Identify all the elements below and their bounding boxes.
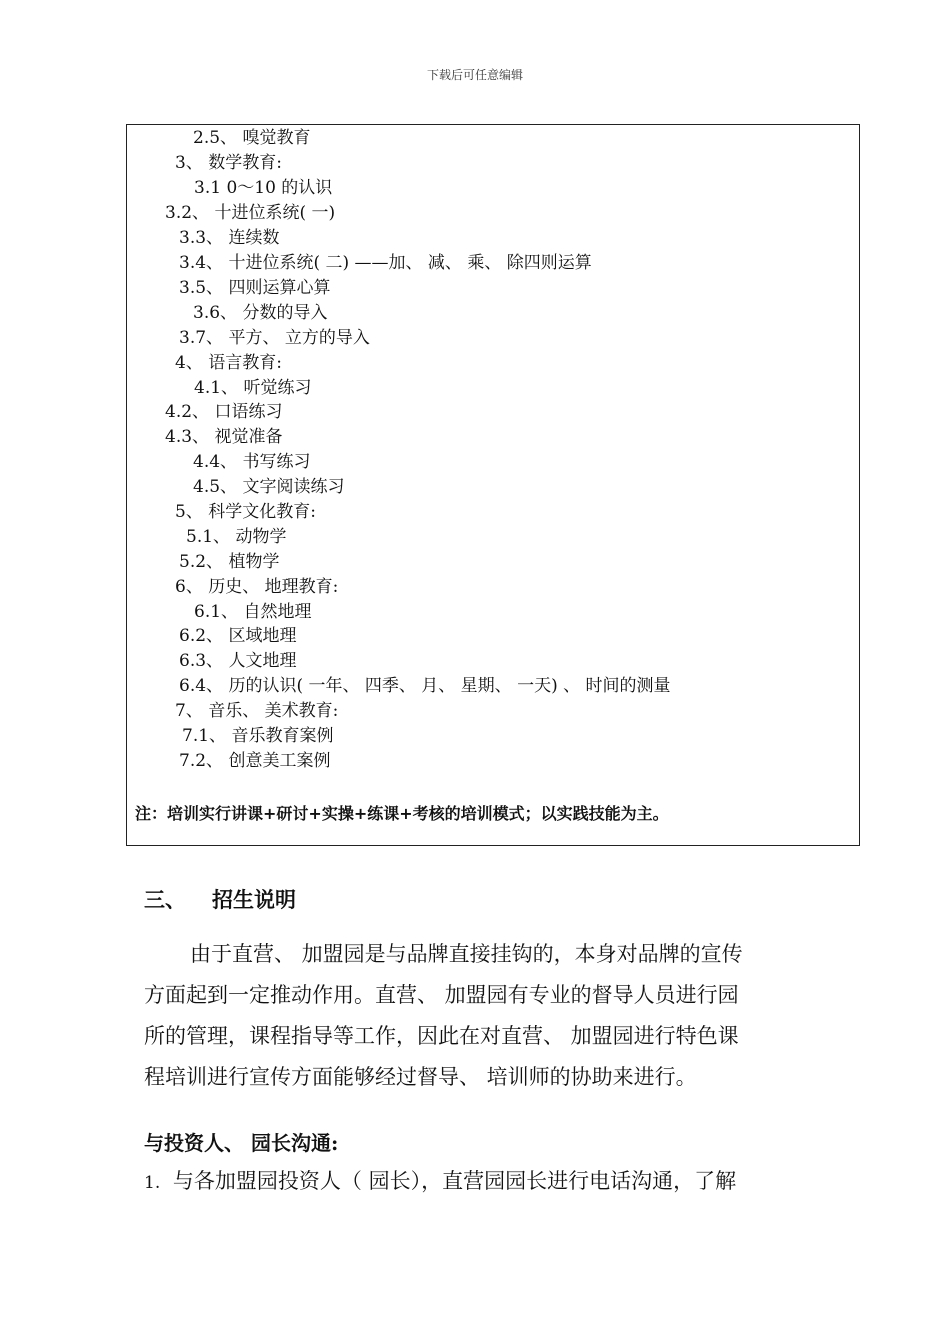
curriculum-outline-box bbox=[126, 124, 860, 846]
outline-item: 5.2、 植物学 bbox=[179, 552, 280, 572]
outline-item: 3.2、 十进位系统( 一) bbox=[165, 203, 336, 223]
outline-item: 3.5、 四则运算心算 bbox=[179, 278, 331, 298]
outline-item: 6.3、 人文地理 bbox=[179, 651, 297, 671]
list-item bbox=[144, 1165, 736, 1195]
outline-item: 4、 语言教育: bbox=[175, 353, 282, 373]
outline-item: 7.1、 音乐教育案例 bbox=[182, 726, 334, 746]
list-number: 1. bbox=[144, 1173, 161, 1193]
outline-item: 4.5、 文字阅读练习 bbox=[193, 477, 345, 497]
outline-item: 6、 历史、 地理教育: bbox=[175, 577, 339, 597]
training-note: 注：培训实行讲课+研讨+实操+练课+考核的培训模式；以实践技能为主。 bbox=[135, 804, 669, 823]
outline-item: 7、 音乐、 美术教育: bbox=[175, 701, 339, 721]
outline-item: 4.4、 书写练习 bbox=[193, 452, 311, 472]
list-text: 与各加盟园投资人（ 园长），直营园园长进行电话沟通，了解 bbox=[172, 1169, 737, 1193]
outline-item: 3.1 0～10 的认识 bbox=[194, 178, 333, 198]
outline-item: 3.6、 分数的导入 bbox=[193, 303, 328, 323]
outline-item: 5.1、 动物学 bbox=[186, 527, 287, 547]
outline-item: 4.1、 听觉练习 bbox=[194, 378, 312, 398]
outline-item: 6.2、 区域地理 bbox=[179, 626, 297, 646]
paragraph-line: 所的管理，课程指导等工作，因此在对直营、 加盟园进行特色课 bbox=[144, 1024, 739, 1048]
section-number: 三、 bbox=[144, 887, 186, 912]
section-heading bbox=[144, 884, 296, 914]
outline-item: 3.7、 平方、 立方的导入 bbox=[179, 328, 370, 348]
outline-item: 4.2、 口语练习 bbox=[165, 402, 283, 422]
outline-item: 5、 科学文化教育: bbox=[175, 502, 316, 522]
paragraph-line: 由于直营、 加盟园是与品牌直接挂钩的，本身对品牌的宣传 bbox=[190, 942, 743, 966]
outline-item: 4.3、 视觉准备 bbox=[165, 427, 283, 447]
paragraph-line: 程培训进行宣传方面能够经过督导、 培训师的协助来进行。 bbox=[144, 1065, 697, 1089]
enrollment-paragraph bbox=[144, 934, 808, 1098]
outline-item: 3.4、 十进位系统( 二) ——加、 减、 乘、 除四则运算 bbox=[179, 253, 592, 273]
subheading: 与投资人、 园长沟通: bbox=[144, 1131, 339, 1155]
outline-item: 2.5、 嗅觉教育 bbox=[193, 128, 311, 148]
outline-item: 3、 数学教育: bbox=[175, 153, 282, 173]
paragraph-line: 方面起到一定推动作用。直营、 加盟园有专业的督导人员进行园 bbox=[144, 983, 739, 1007]
outline-item: 3.3、 连续数 bbox=[179, 228, 280, 248]
outline-item: 6.1、 自然地理 bbox=[194, 602, 312, 622]
section-title: 招生说明 bbox=[212, 887, 296, 912]
outline-item: 7.2、 创意美工案例 bbox=[179, 751, 331, 771]
header-note: 下载后可任意编辑 bbox=[426, 68, 523, 82]
outline-item: 6.4、 历的认识( 一年、 四季、 月、 星期、 一天) 、 时间的测量 bbox=[179, 676, 671, 696]
